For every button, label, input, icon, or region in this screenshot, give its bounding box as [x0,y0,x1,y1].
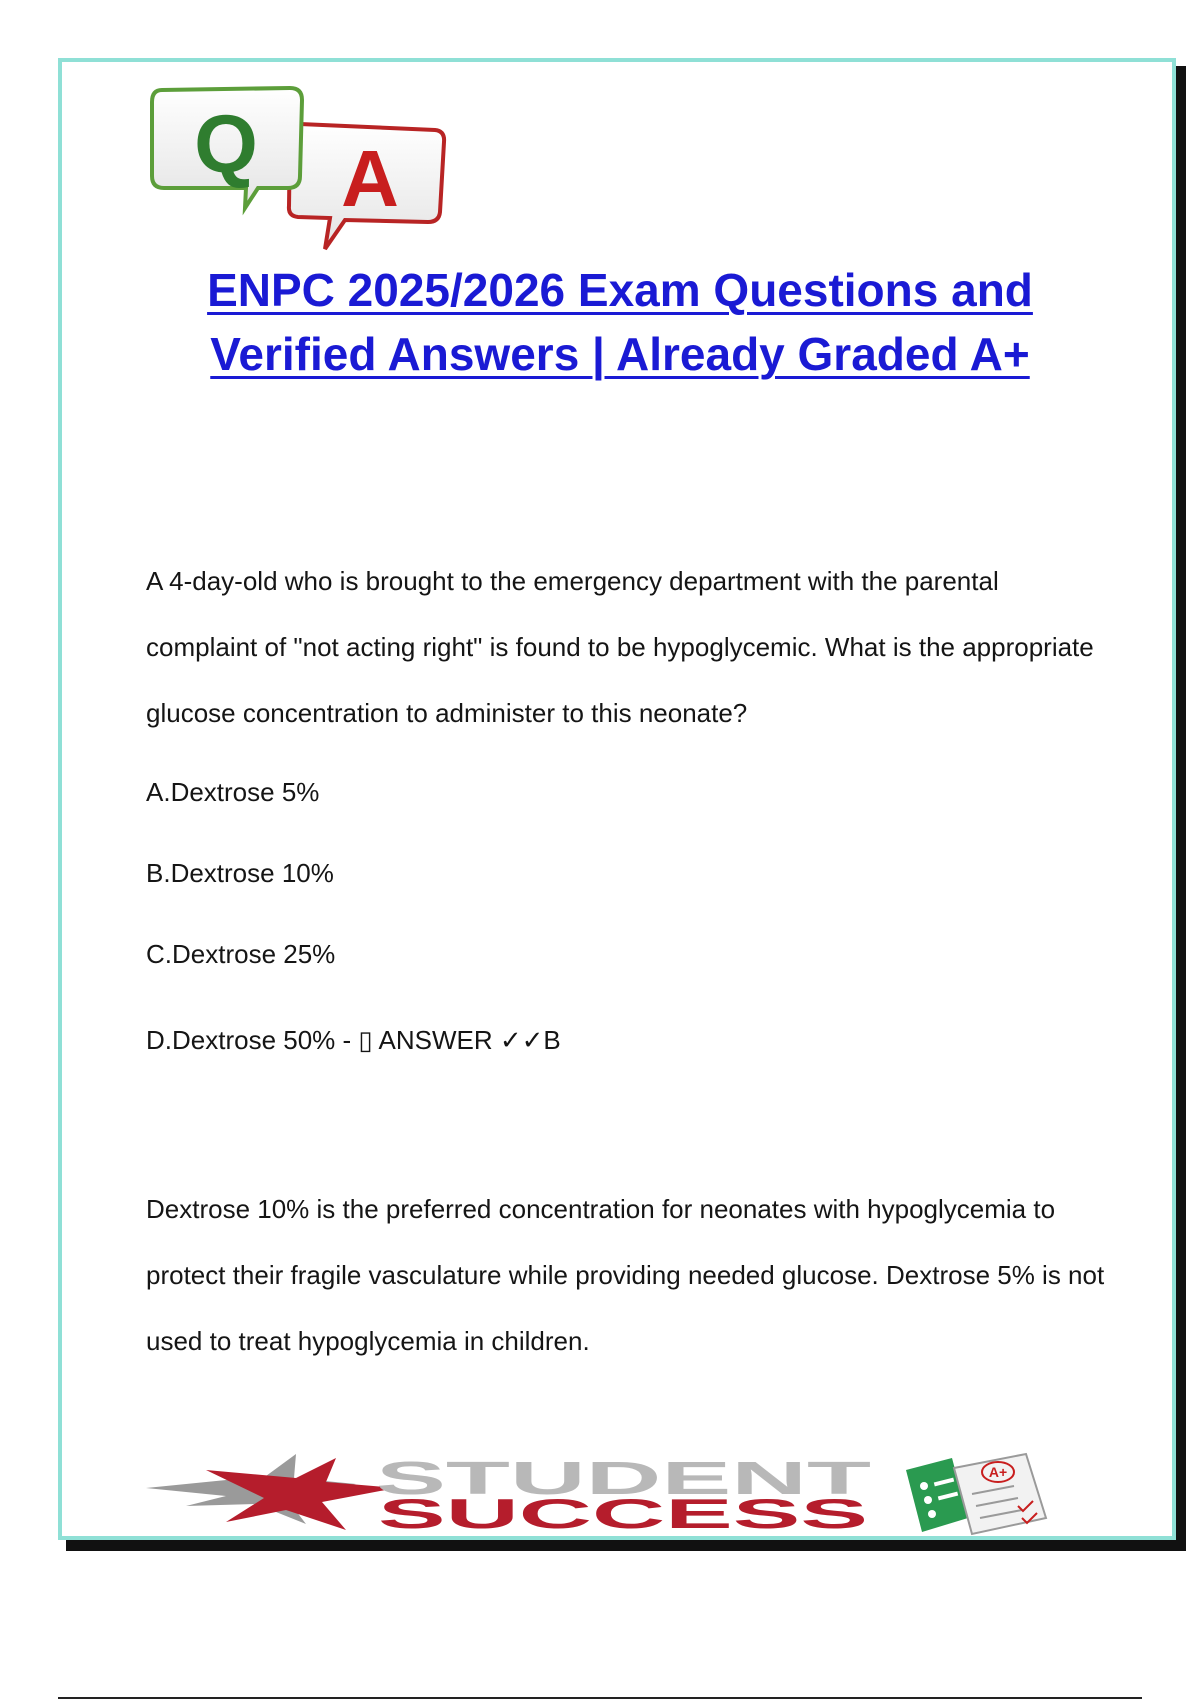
grade-badge: A+ [988,1464,1008,1480]
option-d-with-answer: D.Dextrose 50% - ▯ ANSWER ✓✓B [146,1025,561,1055]
document-title [120,258,1120,386]
option-a: A.Dextrose 5% [146,777,320,807]
brand-success: SUCCESS [378,1490,868,1536]
answer-explanation: Dextrose 10% is the preferred concentration for neonates with hypoglycemia to protect their fragile vasculature while providing needed glucose. Dextrose 5% is not used to treat hypoglycemia in children. [146,1194,1105,1356]
a-letter: A [341,134,399,223]
question-text: A 4-day-old who is brought to the emergency department with the parental complaint of "not acting right" is found to be hypoglycemic. What is the appropriate glucose concentration to administer to this neonate? [146,566,1094,728]
bottom-divider [58,1697,1142,1699]
brand-student: STUDENT [376,1452,871,1504]
qa-logo [150,84,450,264]
title-line-1: ENPC 2025/2026 Exam Questions and [207,264,1033,316]
title-line-2: Verified Answers | Already Graded A+ [210,328,1030,380]
q-letter: Q [194,99,258,190]
student-success-logo [146,1448,1086,1536]
option-c: C.Dextrose 25% [146,939,336,969]
graded-paper-icon [954,1454,1046,1534]
option-b: B.Dextrose 10% [146,858,334,888]
